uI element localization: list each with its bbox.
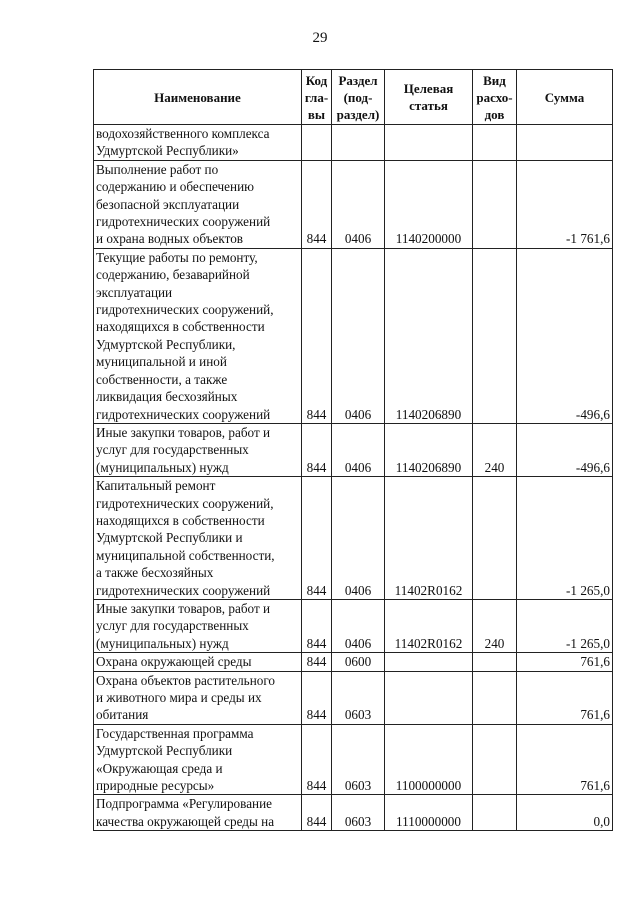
cell-name-line: муниципальной собственности, [96,547,275,563]
cell-chapter-code: 844 [302,477,332,600]
cell-target-article: 1140206890 [385,248,473,423]
header-name: Наименование [94,70,302,125]
header-target-article-line: Целевая [403,81,454,96]
cell-chapter-code: 844 [302,653,332,671]
cell-amount: 761,6 [517,671,613,724]
cell-target-article: 1140200000 [385,160,473,248]
header-target-article-line: статья [409,98,448,113]
cell-name-line: Государственная программа [96,725,254,741]
cell-target-article [385,125,473,161]
cell-name [94,724,302,795]
cell-name-line: безопасной эксплуатации [96,196,240,212]
header-chapter-code-line: вы [307,106,326,122]
header-expense-type [473,70,517,125]
cell-section: 0603 [332,724,385,795]
header-chapter-code [302,70,332,125]
header-section-line: (под- [343,89,373,105]
cell-amount: -1 265,0 [517,477,613,600]
cell-chapter-code: 844 [302,423,332,476]
cell-section: 0600 [332,653,385,671]
cell-name-line: качества окружающей среды на [96,813,275,829]
cell-name-line: Охрана объектов растительного [96,672,276,688]
cell-section: 0603 [332,795,385,831]
cell-name-line: Капитальный ремонт [96,478,216,494]
cell-target-article: 1110000000 [385,795,473,831]
cell-name-line: и животного мира и среды их [96,690,262,705]
cell-name [94,160,302,248]
table-header-row [94,70,613,125]
cell-name-line: находящихся в собственности [96,512,265,528]
cell-chapter-code: 844 [302,724,332,795]
cell-name-line: Текущие работы по ремонту, [96,249,258,265]
table-row [94,160,613,248]
cell-target-article [385,671,473,724]
cell-chapter-code: 844 [302,160,332,248]
cell-amount: -1 761,6 [517,160,613,248]
cell-name-line: а также бесхозяйных [96,565,214,581]
cell-name [94,653,302,671]
cell-chapter-code: 844 [302,795,332,831]
header-expense-type-line: дов [484,106,505,122]
cell-section: 0406 [332,477,385,600]
cell-amount: -1 265,0 [517,599,613,652]
cell-name [94,671,302,724]
cell-name-line: Иные закупки товаров, работ и [96,600,271,616]
header-section-line: Раздел [338,72,378,88]
cell-name-line: содержанию, безаварийной [96,267,250,283]
cell-name-line: Удмуртской Республики [96,743,233,759]
cell-expense-type [473,795,517,831]
cell-name [94,477,302,600]
table-row [94,599,613,652]
cell-name-line: Иные закупки товаров, работ и [96,424,271,440]
cell-name [94,423,302,476]
cell-section [332,125,385,161]
cell-section: 0406 [332,599,385,652]
table-row [94,125,613,161]
table-body [94,125,613,831]
cell-name [94,599,302,652]
budget-table [93,69,613,831]
table-row [94,795,613,831]
cell-name-line: Удмуртской Республики, [96,336,236,352]
cell-section: 0603 [332,671,385,724]
cell-name-line: (муниципальных) нужд [96,635,229,651]
cell-name-line: Удмуртской Республики» [96,143,239,159]
cell-name [94,248,302,423]
cell-name-line: (муниципальных) нужд [96,459,229,475]
header-chapter-code-line: Код [305,72,328,88]
cell-chapter-code: 844 [302,248,332,423]
cell-expense-type [473,125,517,161]
cell-name-line: находящихся в собственности [96,319,265,335]
cell-expense-type [473,653,517,671]
cell-name-line: муниципальной и иной [96,354,227,370]
header-amount: Сумма [517,70,613,125]
cell-expense-type [473,671,517,724]
cell-chapter-code: 844 [302,599,332,652]
cell-amount: 0,0 [517,795,613,831]
cell-expense-type [473,160,517,248]
cell-chapter-code: 844 [302,671,332,724]
cell-name-line: собственности, а также [96,371,228,387]
table-row [94,724,613,795]
cell-name-line: природные ресурсы» [96,778,215,794]
header-chapter-code-line: гла- [304,89,329,105]
cell-expense-type: 240 [473,423,517,476]
cell-name-line: ликвидация бесхозяйных [96,389,238,405]
cell-name-line: гидротехнических сооружений [96,406,271,422]
cell-name-line: Удмуртской Республики и [96,530,243,546]
cell-expense-type: 240 [473,599,517,652]
cell-target-article [385,653,473,671]
cell-section: 0406 [332,248,385,423]
cell-name-line: Выполнение работ по [96,161,219,177]
cell-name [94,125,302,161]
cell-target-article: 11402R0162 [385,599,473,652]
cell-amount: -496,6 [517,248,613,423]
cell-expense-type [473,724,517,795]
cell-amount: -496,6 [517,423,613,476]
table-row [94,477,613,600]
cell-section: 0406 [332,423,385,476]
table-row [94,423,613,476]
page-number: 29 [312,30,328,46]
cell-name-line: водохозяйственного комплекса [96,126,270,141]
cell-target-article: 11402R0162 [385,477,473,600]
cell-name-line: Охрана окружающей среды [96,654,252,670]
table-row [94,671,613,724]
header-target-article [385,70,473,125]
cell-amount [517,125,613,161]
header-expense-type-line: Вид [483,72,506,88]
table-row [94,248,613,423]
cell-name-line: гидротехнических сооружений, [96,302,274,318]
header-section-line: раздел) [336,106,380,122]
cell-section: 0406 [332,160,385,248]
cell-name-line: «Окружающая среда и [96,760,223,776]
cell-amount: 761,6 [517,653,613,671]
cell-target-article: 1100000000 [385,724,473,795]
cell-chapter-code [302,125,332,161]
table-row [94,653,613,671]
header-expense-type-line: расхо- [476,89,513,105]
cell-amount: 761,6 [517,724,613,795]
cell-expense-type [473,477,517,600]
cell-name-line: Подпрограмма «Регулирование [96,796,273,812]
cell-name-line: гидротехнических сооружений [96,214,271,230]
cell-name-line: содержанию и обеспечению [96,179,255,195]
cell-name-line: эксплуатации [96,284,173,300]
cell-name-line: услуг для государственных [96,618,249,634]
cell-target-article: 1140206890 [385,423,473,476]
cell-name-line: и охрана водных объектов [96,231,244,247]
cell-name-line: обитания [96,707,149,723]
cell-name-line: гидротехнических сооружений [96,582,271,598]
cell-name-line: услуг для государственных [96,442,249,458]
cell-name [94,795,302,831]
header-section [332,70,385,125]
cell-name-line: гидротехнических сооружений, [96,495,274,511]
cell-expense-type [473,248,517,423]
